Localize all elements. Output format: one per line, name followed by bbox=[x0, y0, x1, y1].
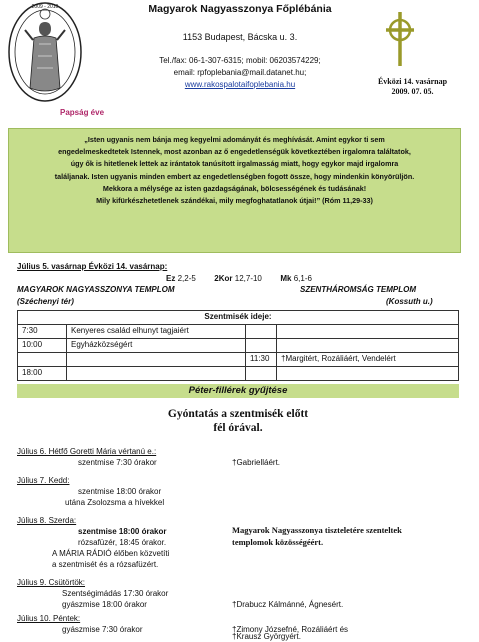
sunday-date: 2009. 07. 05. bbox=[391, 87, 434, 96]
intention-cell bbox=[277, 325, 459, 339]
day-heading: Július 6. Hétfő Goretti Mária vértanú e.: bbox=[17, 447, 157, 456]
mass-intention-2: †Krausz Györgyért. bbox=[232, 632, 301, 641]
reading-book: Ez bbox=[166, 274, 176, 283]
time-cell bbox=[246, 367, 277, 381]
schedule-entry: Szentségimádás 17:30 órakor bbox=[62, 589, 169, 598]
parish-seal-logo bbox=[6, 0, 84, 104]
schedule-entry: utána Zsolozsma a hívekkel bbox=[65, 498, 165, 507]
intention-cell bbox=[277, 339, 459, 353]
reading-book: 2Kor bbox=[214, 274, 233, 283]
confession-notice bbox=[17, 407, 459, 435]
intention-cell: Egyházközségért bbox=[67, 339, 246, 353]
special-intention: templomok közösségéért. bbox=[232, 537, 324, 547]
church-location-2: (Kossuth u.) bbox=[386, 297, 433, 306]
confession-line: fél órával. bbox=[213, 422, 263, 434]
table-row bbox=[18, 353, 459, 367]
schedule-entry: rózsafüzér, 18:45 órakor. bbox=[78, 538, 167, 547]
mass-schedule-table bbox=[17, 310, 459, 381]
confession-line: Gyóntatás a szentmisék előtt bbox=[167, 408, 309, 420]
liturgy-day: Július 5. vasárnap Évközi 14. vasárnap: bbox=[17, 262, 168, 271]
intention-cell bbox=[67, 367, 246, 381]
time-cell bbox=[246, 325, 277, 339]
intention-cell bbox=[277, 367, 459, 381]
year-label: Papság éve bbox=[60, 108, 105, 117]
schedule-entry: szentmise 18:00 órakor bbox=[78, 487, 162, 496]
reading-ref: 6,1-6 bbox=[293, 274, 312, 283]
time-cell: 11:30 bbox=[246, 353, 277, 367]
scripture-quote bbox=[8, 128, 461, 253]
time-cell bbox=[246, 339, 277, 353]
reading-ref: 2,2-5 bbox=[177, 274, 196, 283]
day-heading: Július 9. Csütörtök: bbox=[17, 578, 86, 587]
day-heading: Július 10. Péntek: bbox=[17, 614, 81, 623]
peter-collection-banner: Péter-fillérek gyűjtése bbox=[17, 384, 459, 398]
schedule-entry: szentmise 7:30 órakor bbox=[78, 458, 157, 467]
seal-years: 2009 - 2010 bbox=[31, 4, 59, 10]
quote-line: találjanak. Isten ugyanis minden embert az engedetlenségben fogott össze, hogy mindenkin könyörüljön. bbox=[54, 171, 415, 181]
table-header: Szentmisék ideje: bbox=[18, 311, 459, 325]
quote-line: Mily kifürkészhetetlenek szándékai, mily megfoghatatlanok útjai!” (Róm 11,29-33) bbox=[96, 196, 373, 206]
time-cell: 7:30 bbox=[18, 325, 67, 339]
table-header-row bbox=[18, 311, 459, 325]
schedule-entry: szentmise 18:00 órakor bbox=[78, 527, 167, 536]
parish-website-link[interactable]: www.rakospalotaifoplebania.hu bbox=[184, 80, 296, 89]
intention-cell: †Margitért, Rozáliáért, Vendelért bbox=[277, 353, 459, 367]
intention-cell bbox=[67, 353, 246, 367]
time-cell: 18:00 bbox=[18, 367, 67, 381]
church-name-1: MAGYAROK NAGYASSZONYA TEMPLOM bbox=[17, 285, 175, 294]
table-row bbox=[18, 367, 459, 381]
schedule-entry: gyászmise 18:00 órakor bbox=[62, 600, 147, 609]
table-row bbox=[18, 339, 459, 353]
reading-ref: 12,7-10 bbox=[234, 274, 262, 283]
day-heading: Július 7. Kedd: bbox=[17, 476, 70, 485]
quote-line: „Isten ugyanis nem bánja meg kegyelmi adományát és meghívását. Amint egykor ti sem bbox=[84, 135, 385, 144]
parish-phone: Tel./fax: 06-1-307-6315; mobil: 06203574229; bbox=[159, 56, 321, 65]
reading-book: Mk bbox=[280, 274, 292, 283]
table-row bbox=[18, 325, 459, 339]
schedule-entry: A MÁRIA RÁDIÓ élőben közvetíti bbox=[52, 549, 170, 558]
readings bbox=[166, 274, 312, 283]
quote-line: úgy ők is hitetlenek lettek az irántatok tanúsított irgalmasság miatt, hogy egykor majd irgalomra bbox=[70, 159, 399, 169]
church-location-1: (Széchenyi tér) bbox=[17, 297, 74, 306]
cross-icon bbox=[380, 8, 420, 68]
sunday-name: Évközi 14. vasárnap bbox=[377, 77, 448, 86]
mass-intention: †Gabrielláért. bbox=[232, 458, 281, 467]
parish-address: 1153 Budapest, Bácska u. 3. bbox=[182, 32, 298, 42]
day-heading: Július 8. Szerda: bbox=[17, 516, 77, 525]
time-cell: 10:00 bbox=[18, 339, 67, 353]
parish-title: Magyarok Nagyasszonya Főplébánia bbox=[148, 3, 332, 15]
intention-cell: Kenyeres család elhunyt tagjaiért bbox=[67, 325, 246, 339]
church-name-2: SZENTHÁROMSÁG TEMPLOM bbox=[300, 285, 416, 294]
schedule-entry: a szentmisét és a rózsafüzért. bbox=[52, 560, 159, 569]
special-intention: Magyarok Nagyasszonya tiszteletére szenteltek bbox=[232, 525, 402, 535]
time-cell bbox=[18, 353, 67, 367]
quote-line: Mekkora a mélysége az isten gazdagságának, bölcsességének és tudásának! bbox=[102, 183, 367, 193]
mass-intention: †Drabucz Kálmánné, Ágnesért. bbox=[232, 600, 344, 609]
mass-intention: †Zimony Józsefné, Rozáliáért és bbox=[232, 625, 349, 634]
quote-line: engedelmeskedtetek Istennek, most azonban az ő engedetlenségük következtében irgalomra találtatok, bbox=[58, 147, 411, 157]
sunday-info bbox=[355, 77, 470, 97]
parish-email[interactable]: email: rpfoplebania@mail.datanet.hu; bbox=[173, 68, 307, 77]
schedule-entry: gyászmise 7:30 órakor bbox=[62, 625, 143, 634]
